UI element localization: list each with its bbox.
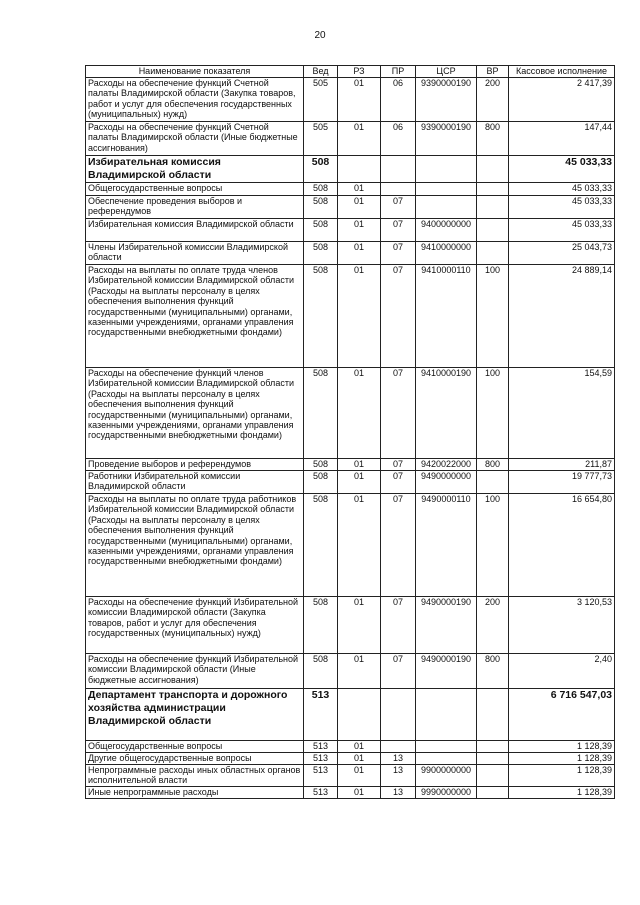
table-row (86, 741, 615, 753)
header-rz: РЗ (338, 66, 381, 78)
row-name: Общегосударственные вопросы (86, 183, 304, 196)
row-ved: 513 (304, 689, 338, 741)
row-csr (416, 689, 477, 741)
row-ved: 505 (304, 78, 338, 122)
row-rz: 01 (338, 471, 381, 494)
row-ved: 513 (304, 741, 338, 753)
row-csr: 9900000000 (416, 765, 477, 787)
header-csr: ЦСР (416, 66, 477, 78)
row-name: Другие общегосударственные вопросы (86, 753, 304, 765)
row-name: Департамент транспорта и дорожного хозяйства администрации Владимирской области (86, 689, 304, 741)
row-amount: 45 033,33 (509, 183, 615, 196)
row-ved: 513 (304, 765, 338, 787)
row-pr: 06 (381, 78, 416, 122)
row-csr: 9420022000 (416, 459, 477, 471)
row-rz: 01 (338, 183, 381, 196)
row-csr: 9390000190 (416, 78, 477, 122)
row-vr (477, 196, 509, 219)
row-rz (338, 689, 381, 741)
row-pr: 06 (381, 122, 416, 156)
table-row (86, 196, 615, 219)
table-row (86, 265, 615, 368)
row-vr: 100 (477, 368, 509, 459)
row-rz: 01 (338, 242, 381, 265)
row-vr (477, 219, 509, 242)
row-amount: 19 777,73 (509, 471, 615, 494)
table-header-row (86, 66, 615, 78)
row-name: Избирательная комиссия Владимирской области (86, 219, 304, 242)
table-row (86, 765, 615, 787)
row-pr: 07 (381, 368, 416, 459)
row-csr (416, 741, 477, 753)
row-amount: 154,59 (509, 368, 615, 459)
row-ved: 505 (304, 122, 338, 156)
row-vr (477, 765, 509, 787)
row-csr: 9390000190 (416, 122, 477, 156)
row-vr (477, 242, 509, 265)
row-rz: 01 (338, 765, 381, 787)
table-row (86, 156, 615, 183)
row-amount: 45 033,33 (509, 156, 615, 183)
row-vr (477, 787, 509, 799)
row-pr: 07 (381, 471, 416, 494)
table-row (86, 122, 615, 156)
row-pr: 07 (381, 494, 416, 597)
row-vr (477, 183, 509, 196)
row-rz: 01 (338, 265, 381, 368)
row-ved: 508 (304, 368, 338, 459)
row-pr: 13 (381, 765, 416, 787)
row-rz: 01 (338, 78, 381, 122)
budget-execution-table (85, 65, 615, 799)
row-amount: 24 889,14 (509, 265, 615, 368)
row-ved: 508 (304, 471, 338, 494)
row-name: Избирательная комиссия Владимирской области (86, 156, 304, 183)
row-vr (477, 156, 509, 183)
row-name: Расходы на обеспечение функций членов Избирательной комиссии Владимирской области (Расходы на выплаты персоналу в целях обеспечения выполнения функций государственными (муниципальными) органами, казенными учреждениями, органами управления государственными внебюджетными фондами) (86, 368, 304, 459)
table-row (86, 494, 615, 597)
row-vr (477, 689, 509, 741)
row-pr: 07 (381, 654, 416, 689)
row-pr: 07 (381, 219, 416, 242)
row-csr: 9400000000 (416, 219, 477, 242)
row-rz: 01 (338, 654, 381, 689)
header-amount: Кассовое исполнение (509, 66, 615, 78)
row-ved: 508 (304, 494, 338, 597)
row-vr: 800 (477, 459, 509, 471)
row-ved: 508 (304, 459, 338, 471)
row-pr: 13 (381, 787, 416, 799)
row-csr: 9410000000 (416, 242, 477, 265)
row-pr: 07 (381, 242, 416, 265)
row-pr (381, 183, 416, 196)
row-vr (477, 741, 509, 753)
row-csr: 9990000000 (416, 787, 477, 799)
row-name: Расходы на обеспечение функций Счетной палаты Владимирской области (Иные бюджетные ассигнования) (86, 122, 304, 156)
row-vr (477, 753, 509, 765)
table-row (86, 242, 615, 265)
row-amount: 16 654,80 (509, 494, 615, 597)
table-row (86, 368, 615, 459)
row-amount: 1 128,39 (509, 741, 615, 753)
row-rz: 01 (338, 122, 381, 156)
row-rz: 01 (338, 494, 381, 597)
row-csr (416, 753, 477, 765)
row-amount: 1 128,39 (509, 765, 615, 787)
row-ved: 508 (304, 156, 338, 183)
row-pr (381, 689, 416, 741)
row-name: Общегосударственные вопросы (86, 741, 304, 753)
row-name: Расходы на обеспечение функций Избирательной комиссии Владимирской области (Закупка товаров, работ и услуг для обеспечения государственных (муниципальных) нужд) (86, 597, 304, 654)
row-name: Расходы на выплаты по оплате труда членов Избирательной комиссии Владимирской области (Расходы на выплаты персоналу в целях обеспечения выполнения функций государственными (муниципальными) органами, казенными учреждениями, органами управления государственными внебюджетными фондами) (86, 265, 304, 368)
table-row (86, 471, 615, 494)
row-rz: 01 (338, 597, 381, 654)
table-row (86, 753, 615, 765)
row-csr: 9490000000 (416, 471, 477, 494)
row-csr: 9490000190 (416, 654, 477, 689)
table-row (86, 787, 615, 799)
row-name: Обеспечение проведения выборов и референдумов (86, 196, 304, 219)
header-vr: ВР (477, 66, 509, 78)
row-rz: 01 (338, 741, 381, 753)
row-ved: 508 (304, 196, 338, 219)
table-body (86, 78, 615, 799)
row-amount: 1 128,39 (509, 787, 615, 799)
row-vr: 800 (477, 122, 509, 156)
table-row (86, 654, 615, 689)
row-amount: 2,40 (509, 654, 615, 689)
row-name: Расходы на обеспечение функций Избирательной комиссии Владимирской области (Иные бюджетные ассигнования) (86, 654, 304, 689)
row-rz (338, 156, 381, 183)
row-amount: 45 033,33 (509, 219, 615, 242)
row-pr: 07 (381, 597, 416, 654)
row-name: Расходы на выплаты по оплате труда работников Избирательной комиссии Владимирской области (Расходы на выплаты персоналу в целях обеспечения выполнения функций государственными (муниципальными) органами, казенными учреждениями, органами управления государственными внебюджетными фондами) (86, 494, 304, 597)
row-csr (416, 156, 477, 183)
row-name: Иные непрограммные расходы (86, 787, 304, 799)
row-vr: 800 (477, 654, 509, 689)
row-vr: 200 (477, 597, 509, 654)
row-rz: 01 (338, 368, 381, 459)
row-vr (477, 471, 509, 494)
row-ved: 508 (304, 183, 338, 196)
row-amount: 147,44 (509, 122, 615, 156)
row-csr: 9410000190 (416, 368, 477, 459)
row-csr (416, 183, 477, 196)
row-amount: 1 128,39 (509, 753, 615, 765)
header-pr: ПР (381, 66, 416, 78)
row-amount: 45 033,33 (509, 196, 615, 219)
row-rz: 01 (338, 787, 381, 799)
row-name: Непрограммные расходы иных областных органов исполнительной власти (86, 765, 304, 787)
row-csr: 9490000110 (416, 494, 477, 597)
table-row (86, 459, 615, 471)
header-name: Наименование показателя (86, 66, 304, 78)
row-name: Работники Избирательной комиссии Владимирской области (86, 471, 304, 494)
row-ved: 508 (304, 654, 338, 689)
row-csr (416, 196, 477, 219)
row-pr: 07 (381, 459, 416, 471)
table-row (86, 689, 615, 741)
row-pr: 07 (381, 265, 416, 368)
row-amount: 25 043,73 (509, 242, 615, 265)
row-amount: 3 120,53 (509, 597, 615, 654)
row-pr: 07 (381, 196, 416, 219)
row-amount: 211,87 (509, 459, 615, 471)
row-vr: 100 (477, 494, 509, 597)
row-rz: 01 (338, 753, 381, 765)
row-rz: 01 (338, 459, 381, 471)
row-rz: 01 (338, 219, 381, 242)
table-row (86, 219, 615, 242)
row-ved: 508 (304, 242, 338, 265)
row-vr: 200 (477, 78, 509, 122)
row-name: Расходы на обеспечение функций Счетной палаты Владимирской области (Закупка товаров, работ и услуг для обеспечения государственных (муниципальных) нужд) (86, 78, 304, 122)
row-name: Проведение выборов и референдумов (86, 459, 304, 471)
row-rz: 01 (338, 196, 381, 219)
table-row (86, 597, 615, 654)
row-vr: 100 (477, 265, 509, 368)
row-csr: 9490000190 (416, 597, 477, 654)
row-ved: 513 (304, 753, 338, 765)
row-pr (381, 156, 416, 183)
page-number: 20 (314, 30, 326, 41)
row-ved: 513 (304, 787, 338, 799)
header-ved: Вед (304, 66, 338, 78)
row-csr: 9410000110 (416, 265, 477, 368)
table-row (86, 183, 615, 196)
row-amount: 2 417,39 (509, 78, 615, 122)
row-ved: 508 (304, 597, 338, 654)
row-name: Члены Избирательной комиссии Владимирской области (86, 242, 304, 265)
row-pr (381, 741, 416, 753)
row-pr: 13 (381, 753, 416, 765)
table-row (86, 78, 615, 122)
row-ved: 508 (304, 265, 338, 368)
row-amount: 6 716 547,03 (509, 689, 615, 741)
row-ved: 508 (304, 219, 338, 242)
